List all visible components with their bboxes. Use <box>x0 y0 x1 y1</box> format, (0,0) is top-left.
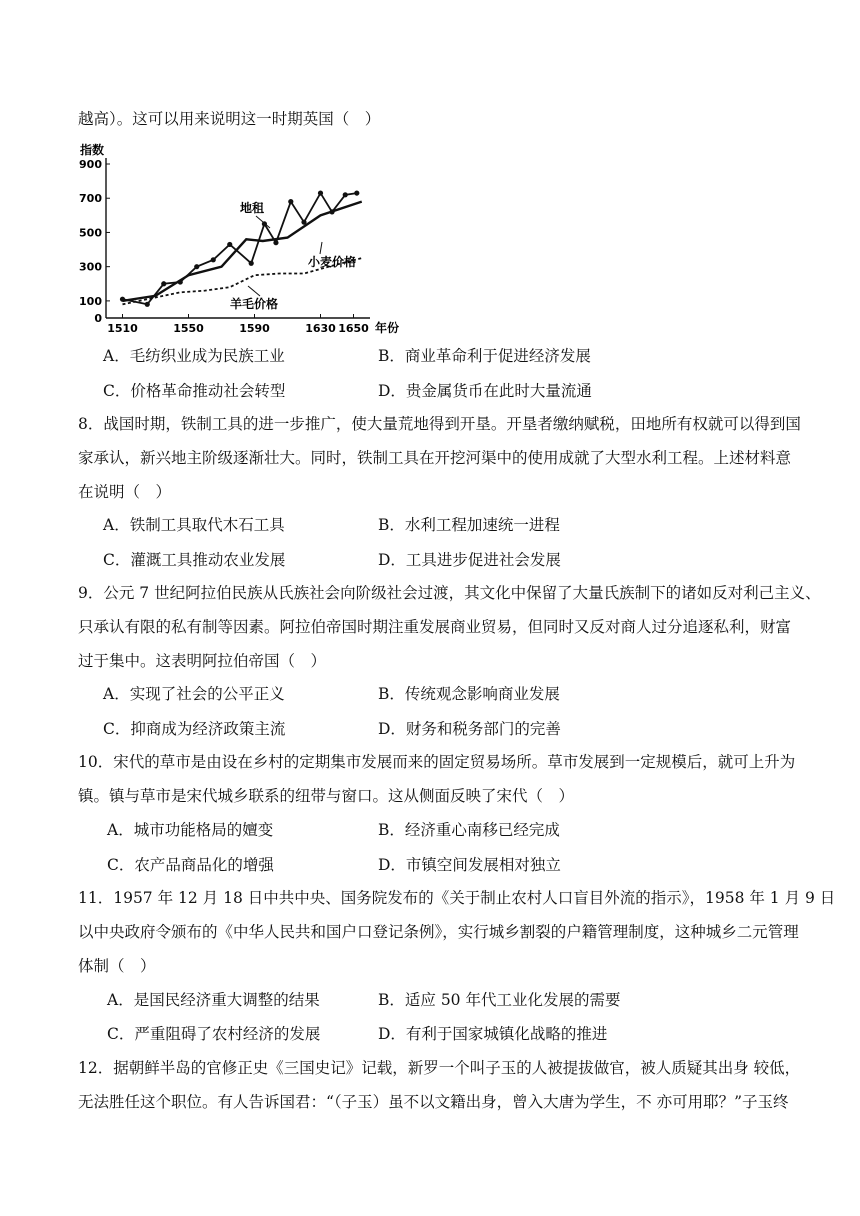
data-point <box>227 242 232 247</box>
q12-stem-line: 无法胜任这个职位。有人告诉国君：“（子玉）虽不以文籍出身，曾入大唐为学生，不 亦可用耶？”子玉终 <box>78 1093 789 1111</box>
series-label: 地租 <box>240 201 265 215</box>
data-point <box>343 192 348 197</box>
chart-figure <box>70 140 420 340</box>
q10-option-a[interactable]: A．城市功能格局的嬗变 <box>107 821 274 839</box>
series-label: 小麦价格 <box>308 255 357 269</box>
x-tick-label: 1650 <box>338 322 369 335</box>
data-point <box>194 264 199 269</box>
y-tick-label: 300 <box>79 260 102 274</box>
x-tick-label: 1510 <box>107 322 138 335</box>
q11-option-a[interactable]: A．是国民经济重大调整的结果 <box>107 991 320 1009</box>
q8-option-c[interactable]: C．灌溉工具推动农业发展 <box>103 551 286 569</box>
y-tick-label: 500 <box>79 226 102 240</box>
q8-option-a[interactable]: A．铁制工具取代木石工具 <box>103 516 285 534</box>
data-point <box>161 281 166 286</box>
q8-option-b[interactable]: B．水利工程加速统一进程 <box>378 516 560 534</box>
q9-option-b[interactable]: B．传统观念影响商业发展 <box>378 685 560 703</box>
data-point <box>318 190 323 195</box>
data-point <box>211 257 216 262</box>
q8-stem-line: 家承认，新兴地主阶级逐渐壮大。同时，铁制工具在开挖河渠中的使用成就了大型水利工程。上述材料意 <box>78 449 792 467</box>
q10-stem-line: 10．宋代的草市是由设在乡村的定期集市发展而来的固定贸易场所。草市发展到一定规模后，就可上升为 <box>78 753 796 771</box>
chart-series-labels <box>230 200 356 311</box>
q9-option-c[interactable]: C．抑商成为经济政策主流 <box>103 720 286 738</box>
series-line-小麦价格 <box>123 202 362 301</box>
q11-stem-line: 体制（ ） <box>78 957 156 975</box>
x-tick-label: 1630 <box>305 322 336 335</box>
chart-axes <box>79 158 370 335</box>
series-label-leader <box>320 242 322 254</box>
q9-option-d[interactable]: D．财务和税务部门的完善 <box>378 720 561 738</box>
series-label-leader <box>248 286 260 296</box>
q11-stem-line: 以中央政府令颁布的《中华人民共和国户口登记条例》，实行城乡割裂的户籍管理制度，这种城乡二元管理 <box>78 923 799 941</box>
x-tick-label: 1550 <box>173 322 204 335</box>
q7-option-c[interactable]: C．价格革命推动社会转型 <box>103 382 286 400</box>
q9-stem-line: 只承认有限的私有制等因素。阿拉伯帝国时期注重发展商业贸易，但同时又反对商人过分追逐私利，财富 <box>78 618 792 636</box>
y-tick-label: 0 <box>94 312 102 325</box>
q8-stem-line: 8．战国时期，铁制工具的进一步推广，使大量荒地得到开垦。开垦者缴纳赋税，田地所有权就可以得到国 <box>78 415 801 433</box>
data-point <box>249 261 254 266</box>
q10-option-d[interactable]: D．市镇空间发展相对独立 <box>378 856 561 874</box>
q12-stem-line: 12．据朝鲜半岛的官修正史《三国史记》记载，新罗一个叫子玉的人被提拔做官，被人质疑其出身 较低， <box>78 1059 801 1077</box>
q10-option-c[interactable]: C．农产品商品化的增强 <box>107 856 274 874</box>
q9-stem-line: 9．公元 7 世纪阿拉伯民族从氏族社会向阶级社会过渡，其文化中保留了大量氏族制下的诸如反对利己主义、 <box>78 584 821 602</box>
y-tick-label: 100 <box>79 294 102 308</box>
data-point <box>273 240 278 245</box>
data-point <box>288 199 293 204</box>
q7-option-b[interactable]: B．商业革命利于促进经济发展 <box>378 347 591 365</box>
x-axis-label: 年份 <box>375 321 400 335</box>
q11-option-c[interactable]: C．严重阻碍了农村经济的发展 <box>107 1025 321 1043</box>
q11-stem-line: 11．1957 年 12 月 18 日中共中央、国务院发布的《关于制止农村人口盲目外流的指示》，1958 年 1 月 9 日 <box>78 889 836 907</box>
y-tick-label: 700 <box>79 192 102 206</box>
data-point <box>145 302 150 307</box>
q11-option-b[interactable]: B．适应 50 年代工业化发展的需要 <box>378 991 621 1009</box>
q7-option-a[interactable]: A．毛纺织业成为民族工业 <box>103 347 285 365</box>
q10-option-b[interactable]: B．经济重心南移已经完成 <box>378 821 560 839</box>
x-tick-label: 1590 <box>239 322 270 335</box>
y-tick-label: 900 <box>79 158 102 171</box>
q9-stem-line: 过于集中。这表明阿拉伯帝国（ ） <box>78 652 327 670</box>
y-axis-label: 指数 <box>80 143 105 157</box>
series-label: 羊毛价格 <box>230 297 279 311</box>
q10-stem-line: 镇。镇与草市是宋代城乡联系的纽带与窗口。这从侧面反映了宋代（ ） <box>78 787 575 805</box>
q9-option-a[interactable]: A．实现了社会的公平正义 <box>103 685 285 703</box>
q7-option-d[interactable]: D．贵金属货币在此时大量流通 <box>378 382 592 400</box>
data-point <box>354 190 359 195</box>
q11-option-d[interactable]: D．有利于国家城镇化战略的推进 <box>378 1025 608 1043</box>
q8-option-d[interactable]: D．工具进步促进社会发展 <box>378 551 561 569</box>
question-7-stem-tail: 越高）。这可以用来说明这一时期英国（ ） <box>78 110 381 128</box>
q8-stem-line: 在说明（ ） <box>78 483 172 501</box>
